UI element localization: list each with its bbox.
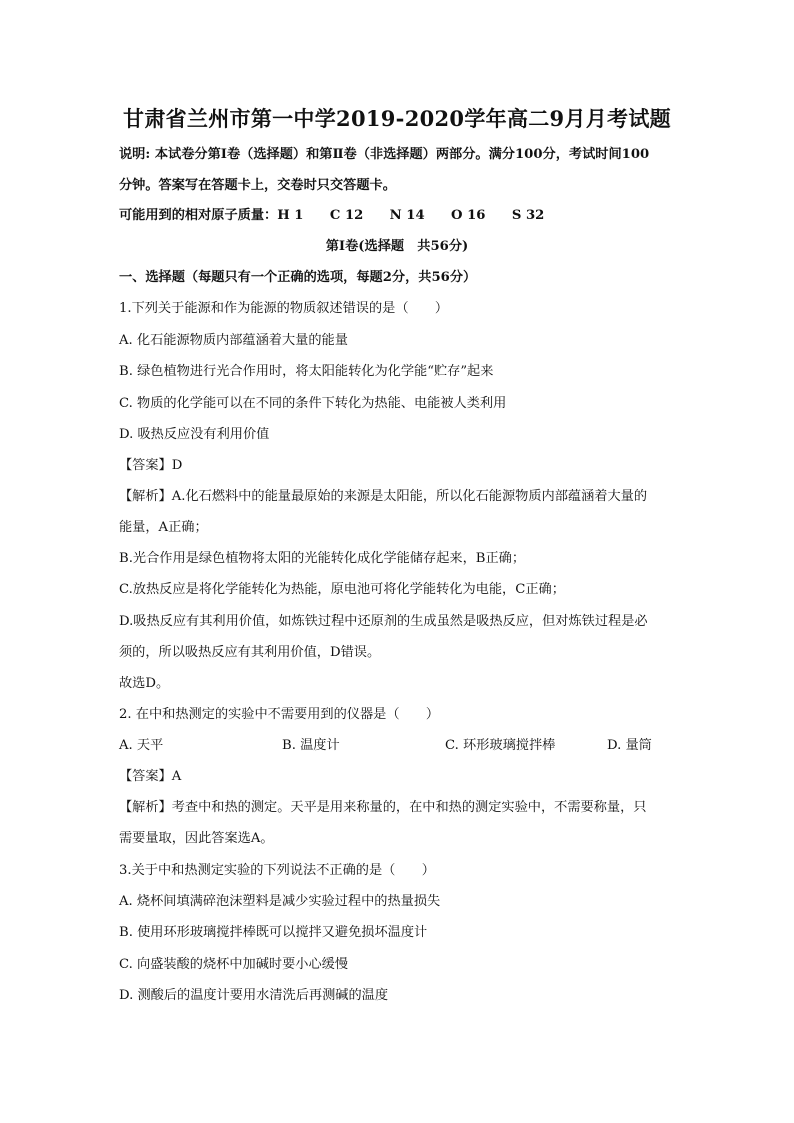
part-heading: 一、选择题（每题只有一个正确的选项，每题2分，共56分） xyxy=(119,270,477,285)
q1-answer: 【答案】D xyxy=(119,458,183,473)
q1-analysis-line: 【解析】A.化石燃料中的能量最原始的来源是太阳能，所以化石能源物质内部蕴涵着大量的 xyxy=(119,489,648,504)
q1-option-c: C. 物质的化学能可以在不同的条件下转化为热能、电能被人类利用 xyxy=(119,396,507,411)
document-title: 甘肃省兰州市第一中学2019-2020学年高二9月月考试题 xyxy=(123,106,671,131)
q1-analysis-line: 须的，所以吸热反应有其利用价值，D错误。 xyxy=(119,645,381,660)
intro-line-1: 说明: 本试卷分第Ⅰ卷（选择题）和第Ⅱ卷（非选择题）两部分。满分100分，考试时间100 xyxy=(119,147,650,162)
q1-analysis-line: C.放热反应是将化学能转化为热能，原电池可将化学能转化为电能，C正确； xyxy=(119,582,565,597)
q1-analysis-line: 故选D。 xyxy=(119,676,170,691)
q2-option-a: A. 天平 xyxy=(119,738,164,753)
q2-answer: 【答案】A xyxy=(119,769,182,784)
q3-stem: 3.关于中和热测定实验的下列说法不正确的是（ ） xyxy=(119,863,435,878)
q1-analysis-line: B.光合作用是绿色植物将太阳的光能转化成化学能储存起来，B正确； xyxy=(119,551,526,566)
q2-option-c: C. 环形玻璃搅拌棒 xyxy=(445,738,556,753)
q2-analysis-line: 【解析】考查中和热的测定。天平是用来称量的，在中和热的测定实验中，不需要称量，只 xyxy=(119,800,647,815)
q2-analysis-line: 需要量取，因此答案选A。 xyxy=(119,831,274,846)
q1-option-d: D. 吸热反应没有利用价值 xyxy=(119,427,270,442)
q3-option-b: B. 使用环形玻璃搅拌棒既可以搅拌又避免损坏温度计 xyxy=(119,925,428,940)
q2-options xyxy=(119,737,679,755)
q3-option-d: D. 测酸后的温度计要用水清洗后再测碱的温度 xyxy=(119,988,389,1003)
q1-analysis-line: 能量，A正确； xyxy=(119,520,208,535)
q2-option-d: D. 量筒 xyxy=(607,738,652,753)
q1-analysis-line: D.吸热反应有其利用价值，如炼铁过程中还原剂的生成虽然是吸热反应，但对炼铁过程是必 xyxy=(119,614,648,629)
q1-stem: 1.下列关于能源和作为能源的物质叙述错误的是（ ） xyxy=(119,301,449,316)
q2-stem: 2. 在中和热测定的实验中不需要用到的仪器是（ ） xyxy=(119,707,440,722)
q3-option-c: C. 向盛装酸的烧杯中加碱时要小心缓慢 xyxy=(119,957,349,972)
section-heading: 第Ⅰ卷(选择题 共56分) xyxy=(325,239,469,254)
q1-option-b: B. 绿色植物进行光合作用时，将太阳能转化为化学能“贮存”起来 xyxy=(119,364,494,379)
q3-option-a: A. 烧杯间填满碎泡沫塑料是减少实验过程中的热量损失 xyxy=(119,894,441,909)
q1-option-a: A. 化石能源物质内部蕴涵着大量的能量 xyxy=(119,333,348,348)
atomic-masses: 可能用到的相对原子质量：H 1 C 12 N 14 O 16 S 32 xyxy=(119,208,545,223)
q2-option-b: B. 温度计 xyxy=(282,738,340,753)
intro-line-2: 分钟。答案写在答题卡上，交卷时只交答题卡。 xyxy=(119,178,396,193)
